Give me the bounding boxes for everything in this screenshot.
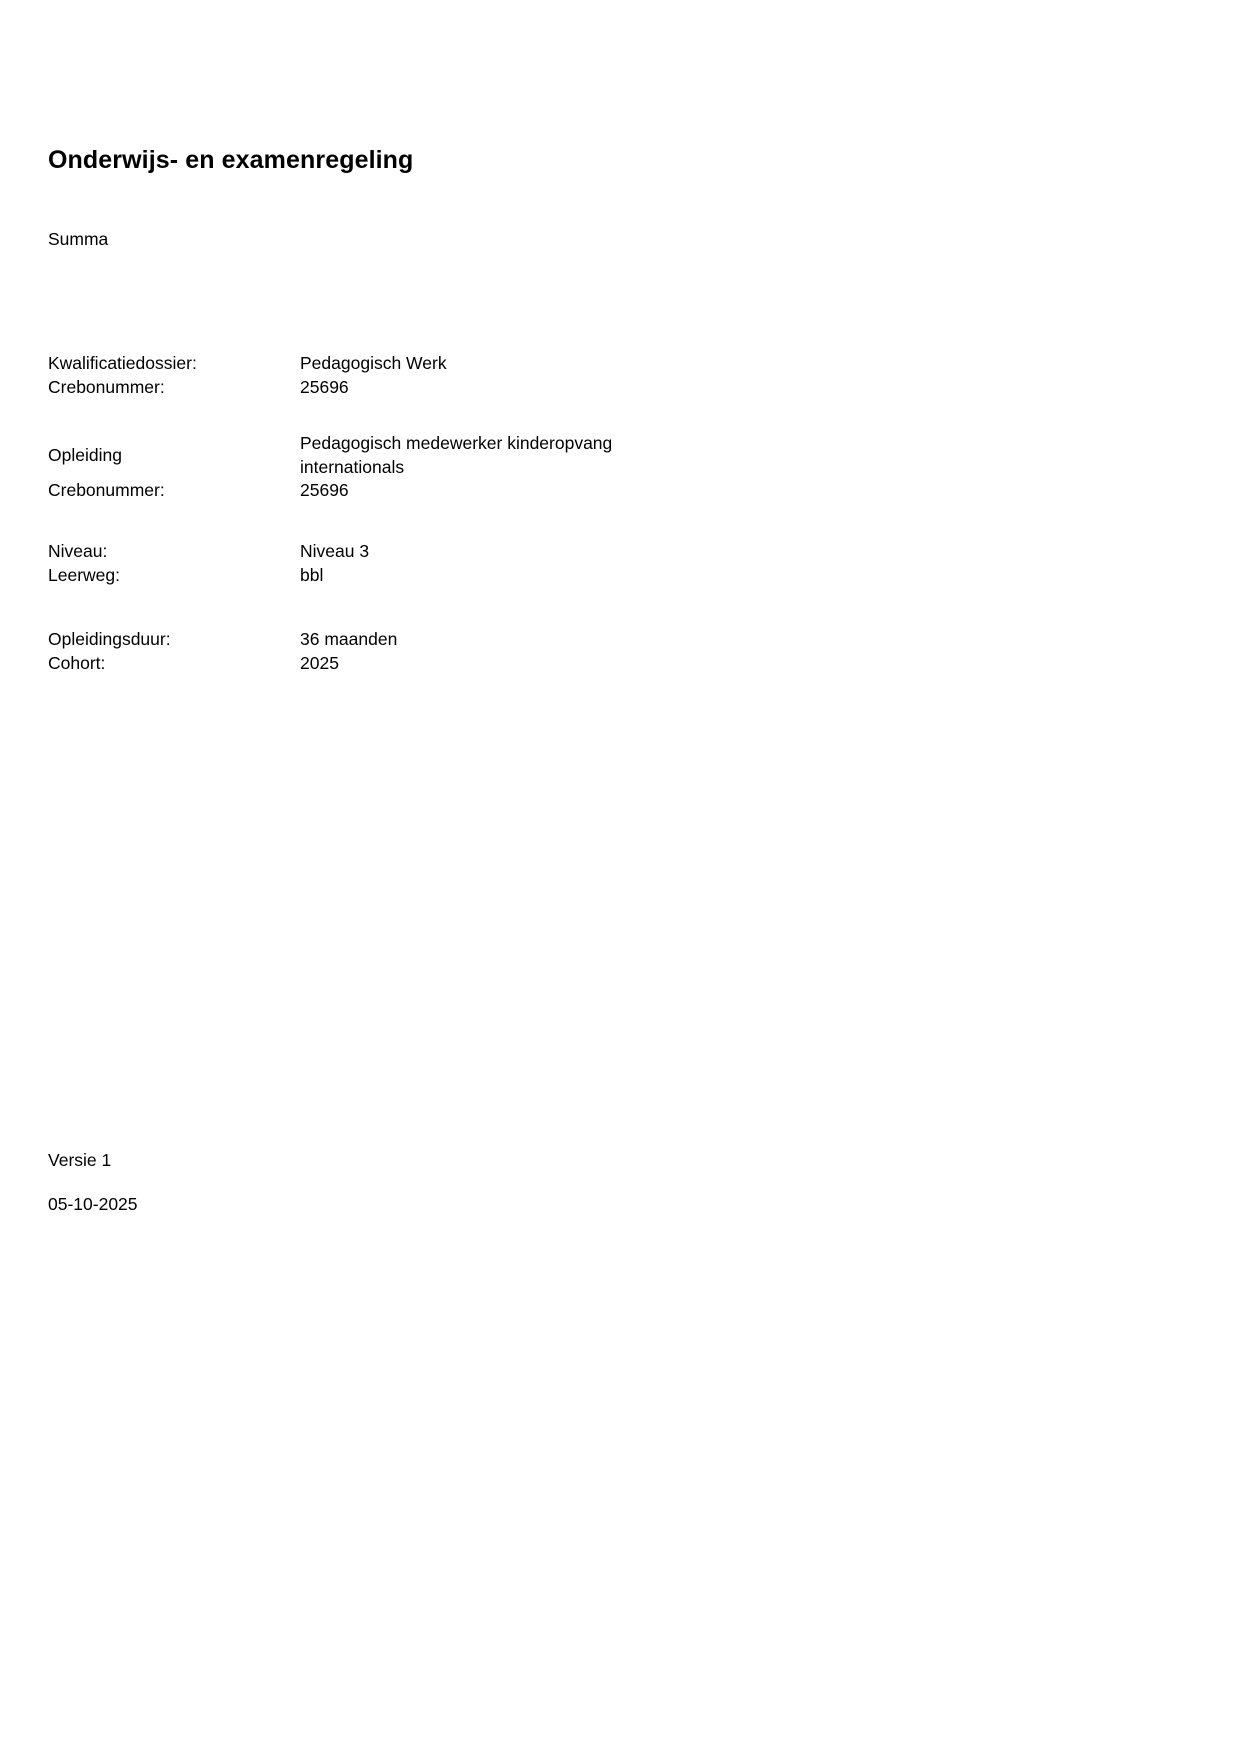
crebonummer-label-2: Crebonummer: — [48, 480, 165, 501]
niveau-label: Niveau: — [48, 541, 108, 561]
cohort-value: 2025 — [300, 652, 339, 673]
opleiding-value: Pedagogisch medewerker kinderopvang internationals — [300, 433, 613, 477]
crebonummer-value-1: 25696 — [300, 376, 349, 397]
table-row — [48, 432, 720, 479]
crebonummer-label-1: Crebonummer: — [48, 376, 165, 397]
niveau-value: Niveau 3 — [300, 541, 370, 561]
program-info-block — [48, 432, 720, 503]
duration-info-block — [48, 628, 397, 675]
qualification-info-block — [48, 352, 447, 399]
table-row — [48, 352, 447, 376]
table-row — [48, 564, 369, 588]
table-row — [48, 479, 720, 503]
table-row — [48, 540, 369, 564]
cohort-label: Cohort: — [48, 652, 106, 673]
opleidingsduur-value: 36 maanden — [300, 629, 398, 649]
crebonummer-value-2: 25696 — [300, 480, 349, 501]
opleidingsduur-label: Opleidingsduur: — [48, 629, 171, 649]
date-text: 05-10-2025 — [48, 1194, 138, 1214]
kwalificatiedossier-value: Pedagogisch Werk — [300, 353, 447, 373]
kwalificatiedossier-label: Kwalificatiedossier: — [48, 353, 197, 373]
organization-name: Summa — [48, 229, 109, 249]
opleiding-label: Opleiding — [48, 444, 122, 465]
table-row — [48, 376, 447, 400]
leerweg-label: Leerweg: — [48, 564, 120, 585]
leerweg-value: bbl — [300, 564, 324, 585]
page-title: Onderwijs- en examenregeling — [48, 145, 414, 174]
table-row — [48, 628, 397, 652]
level-info-block — [48, 540, 369, 587]
table-row — [48, 652, 397, 676]
version-text: Versie 1 — [48, 1150, 112, 1170]
